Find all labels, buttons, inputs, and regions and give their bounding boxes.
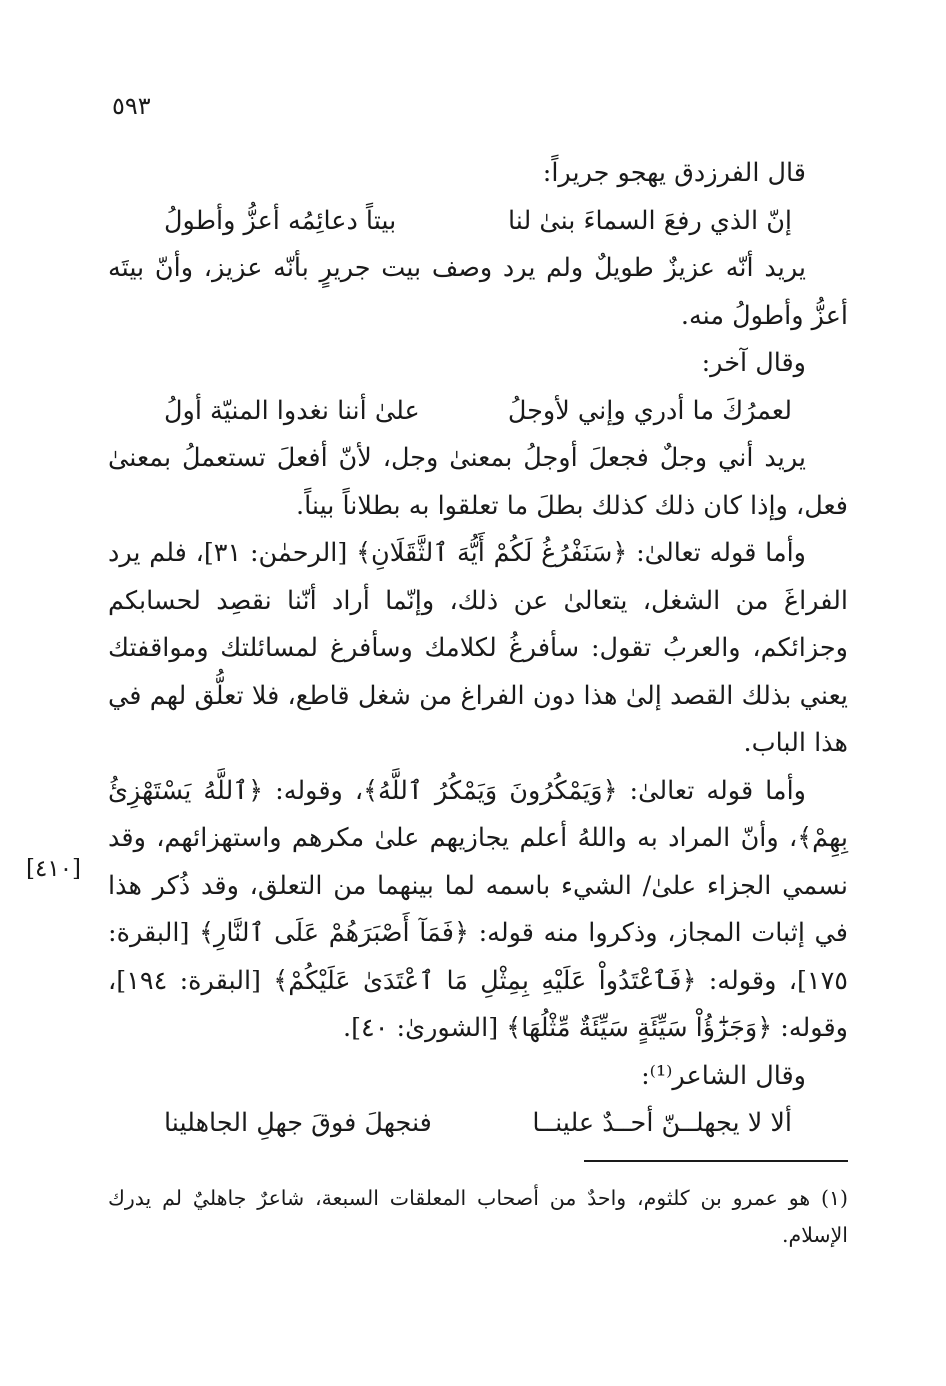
verse-second-hemistich: بيتاً دعائِمُه أعزُّ وأطولُ bbox=[164, 205, 397, 236]
main-text bbox=[108, 150, 848, 1148]
verse-first-hemistich: إنّ الذي رفعَ السماءَ بنىٰ لنا bbox=[508, 205, 792, 236]
manuscript-folio-reference: [٤١٠] bbox=[26, 856, 82, 882]
poetry-verse bbox=[108, 1100, 848, 1148]
verse-second-hemistich: علىٰ أننا نغدوا المنيّة أولُ bbox=[164, 395, 420, 426]
page-number: ٥٩٣ bbox=[112, 92, 151, 120]
body-paragraph: وأما قوله تعالىٰ: ﴿وَيَمْكُرُونَ وَيَمْكُرُ ٱللَّهُ﴾، وقوله: ﴿ٱللَّهُ يَسْتَهْزِئُ بِهِمْ﴾، وأنّ المراد به واللهُ أعلم يجازيهم علىٰ مكرهم واستهزائهم، وقد نسمي الجزاء علىٰ/ الشيء باسمه لما بينهما من التعلق، وقد ذُكر هذا في إثبات المجاز، وذكروا منه قوله: ﴿فَمَآ أَصْبَرَهُمْ عَلَى ٱلنَّارِ﴾ [البقرة: ١٧٥]، وقوله: ﴿فَٱعْتَدُواْ عَلَيْهِ بِمِثْلِ مَا ٱعْتَدَىٰ عَلَيْكُمْ﴾ [البقرة: ١٩٤]، وقوله: ﴿وَجَزَٰٓؤُاْ سَيِّئَةٍ سَيِّئَةٌ مِّثْلُهَا﴾ [الشورىٰ: ٤٠]. bbox=[108, 775, 848, 1043]
poetry-verse bbox=[108, 388, 848, 436]
body-paragraph: وقال الشاعر⁽¹⁾: bbox=[641, 1060, 806, 1091]
body-paragraph: يريد أني وجلٌ فجعلَ أوجلُ بمعنىٰ وجل، لأنّ أفعلَ تستعملُ بمعنىٰ فعل، وإذا كان ذلك كذلك بطلَ ما تعلقوا به بطلاناً بيناً. bbox=[108, 443, 848, 521]
body-paragraph: وأما قوله تعالىٰ: ﴿سَنَفْرُغُ لَكُمْ أَيُّهَ ٱلثَّقَلَانِ﴾ [الرحمٰن: ٣١]، فلم يرد الفراغَ من الشغل، يتعالىٰ عن ذلك، وإنّما أراد أنّنا نقصِد لحسابكم وجزائكم، والعربُ تقول: سأفرغُ لكلامك وسأفرغ لمسائلتك ومواقفتك يعني بذلك القصد إلىٰ هذا دون الفراغ من شغل قاطع، فلا تعلُّق لهم في هذا الباب. bbox=[108, 538, 848, 758]
footnotes bbox=[108, 1180, 848, 1254]
body-paragraph: قال الفرزدق يهجو جريراً: bbox=[542, 158, 806, 188]
body-paragraph: وقال آخر: bbox=[701, 348, 806, 378]
verse-first-hemistich: ألا لا يجهلــنّ أحــدٌ علينــا bbox=[532, 1108, 792, 1138]
verse-first-hemistich: لعمرُكَ ما أدري وإني لأوجلُ bbox=[507, 395, 792, 426]
footnote-separator bbox=[584, 1160, 848, 1162]
poetry-verse bbox=[108, 198, 848, 246]
footnote-1: (١) هو عمرو بن كلثوم، واحدٌ من أصحاب المعلقات السبعة، شاعرٌ جاهليٌ لم يدرك الإسلام. bbox=[108, 1186, 848, 1247]
body-paragraph: يريد أنّه عزيزٌ طويلٌ ولم يرد وصف بيت جريرٍ بأنّه عزيز، وأنّ بيتَه أعزُّ وأطولُ منه. bbox=[108, 253, 848, 331]
verse-second-hemistich: فنجهلَ فوقَ جهلِ الجاهلينا bbox=[164, 1108, 432, 1138]
